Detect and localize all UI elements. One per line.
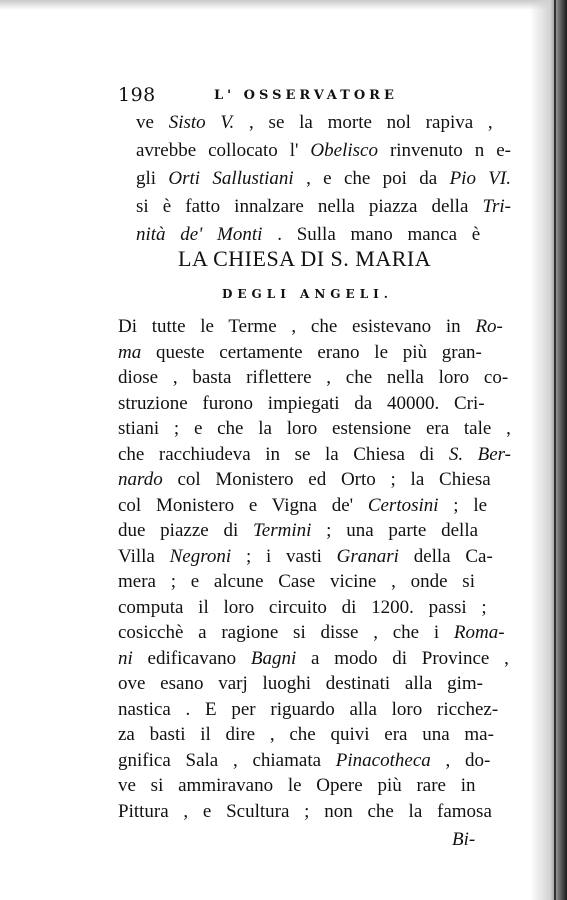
text-segment: Ro- xyxy=(475,316,503,337)
text-segment: della Ca- xyxy=(398,545,493,567)
section-title: LA CHIESA DI S. MARIA xyxy=(178,246,432,271)
text-segment: nità de' Monti xyxy=(136,224,263,245)
text-segment: ; le xyxy=(438,494,488,516)
text-line xyxy=(118,466,491,494)
text-line xyxy=(118,492,487,520)
text-segment: stiani ; e che la loro estensione era tale , xyxy=(118,418,511,439)
text-segment: che racchiudeva in se la Chiesa di xyxy=(118,443,449,465)
text-line xyxy=(118,415,511,443)
text-line xyxy=(118,568,475,596)
text-line xyxy=(118,645,509,673)
text-segment: ma xyxy=(118,341,142,363)
page-fold-line xyxy=(554,0,556,900)
text-segment: Bagni xyxy=(250,647,297,669)
text-line xyxy=(118,670,483,698)
text-segment: avrebbe collocato l' xyxy=(136,140,311,161)
text-line xyxy=(118,594,487,622)
text-segment: za basti il dire , che quivi era una ma- xyxy=(118,724,494,745)
text-segment: mera ; e alcune Case vicine , onde si xyxy=(118,571,475,592)
text-line xyxy=(118,364,508,392)
text-segment: due piazze di xyxy=(118,520,253,541)
text-segment: Tri- xyxy=(482,196,511,217)
text-segment: ; una parte della xyxy=(311,520,479,541)
text-segment: nastica . E per riguardo alla loro ricchez- xyxy=(118,698,499,720)
text-segment: struzione furono impiegati da 40000. Cri- xyxy=(118,392,485,414)
text-segment: a modo di Province , xyxy=(296,647,509,669)
text-line xyxy=(118,441,511,469)
text-segment: computa il loro circuito di 1200. passi ; xyxy=(118,596,487,618)
text-line xyxy=(118,772,476,800)
text-segment: Pio VI. xyxy=(449,168,511,189)
text-segment: queste certamente erano le più gran- xyxy=(141,341,482,363)
text-segment: Di tutte le Terme , che esistevano in xyxy=(118,316,476,337)
text-segment: S. Ber- xyxy=(448,443,511,465)
text-line xyxy=(136,137,511,165)
text-segment: , e che poi da xyxy=(293,168,450,189)
text-segment: Villa xyxy=(118,545,170,567)
text-segment: edificavano xyxy=(132,647,251,669)
text-segment: Pinacotheca xyxy=(335,749,431,771)
text-line xyxy=(118,543,493,571)
text-line xyxy=(118,696,498,724)
text-segment: ni xyxy=(118,647,133,669)
text-line xyxy=(136,109,493,137)
text-segment: Orti Sallustiani xyxy=(168,168,294,189)
text-segment: Certosini xyxy=(367,494,439,516)
text-segment: Roma- xyxy=(453,622,505,643)
text-segment: , se la morte nol rapiva , xyxy=(234,112,493,133)
text-segment: si è fatto innalzare nella piazza della xyxy=(136,196,483,217)
text-line xyxy=(118,798,492,826)
text-segment: ove esano varj luoghi destinati alla gim- xyxy=(118,673,483,694)
text-segment: Granari xyxy=(336,545,399,567)
text-segment: ve xyxy=(136,112,169,133)
text-line xyxy=(136,221,480,249)
text-segment: col Monistero ed Orto ; la Chiesa xyxy=(162,469,491,490)
text-segment: ; i vasti xyxy=(231,545,337,567)
text-segment: diose , basta riflettere , che nella loro co- xyxy=(118,367,509,388)
text-segment: gnifica Sala , chiamata xyxy=(118,749,336,771)
scan-edge xyxy=(0,0,567,10)
text-line xyxy=(136,165,511,193)
text-line xyxy=(118,390,485,418)
text-segment: Negroni xyxy=(169,545,232,567)
text-line xyxy=(136,193,511,221)
text-segment: Obelisco xyxy=(310,140,378,161)
text-segment: , do- xyxy=(430,749,491,771)
text-segment: gli xyxy=(136,168,169,189)
page-gutter-shadow xyxy=(530,0,567,900)
text-segment: cosicchè a ragione si disse , che i xyxy=(118,622,454,643)
text-segment: Sisto V. xyxy=(168,112,235,133)
text-segment: rinvenuto n e- xyxy=(377,140,511,161)
text-segment: . Sulla mano manca è xyxy=(262,224,481,245)
section-subtitle: DEGLI ANGELI. xyxy=(222,287,393,301)
text-segment: Termini xyxy=(252,520,312,541)
text-line xyxy=(118,339,482,367)
text-line xyxy=(118,313,503,341)
text-segment: col Monistero e Vigna de' xyxy=(118,494,368,516)
text-segment: nardo xyxy=(118,469,163,490)
running-title: L' OSSERVATORE xyxy=(214,88,398,103)
page-number: 198 xyxy=(118,84,156,106)
text-line xyxy=(118,517,478,545)
text-segment: ve si ammiravano le Opere più rare in xyxy=(118,775,476,796)
text-line xyxy=(118,721,494,749)
catchword: Bi- xyxy=(452,829,476,850)
text-line xyxy=(118,747,490,775)
text-segment: Pittura , e Scultura ; non che la famosa xyxy=(118,800,492,822)
text-line xyxy=(118,619,505,647)
